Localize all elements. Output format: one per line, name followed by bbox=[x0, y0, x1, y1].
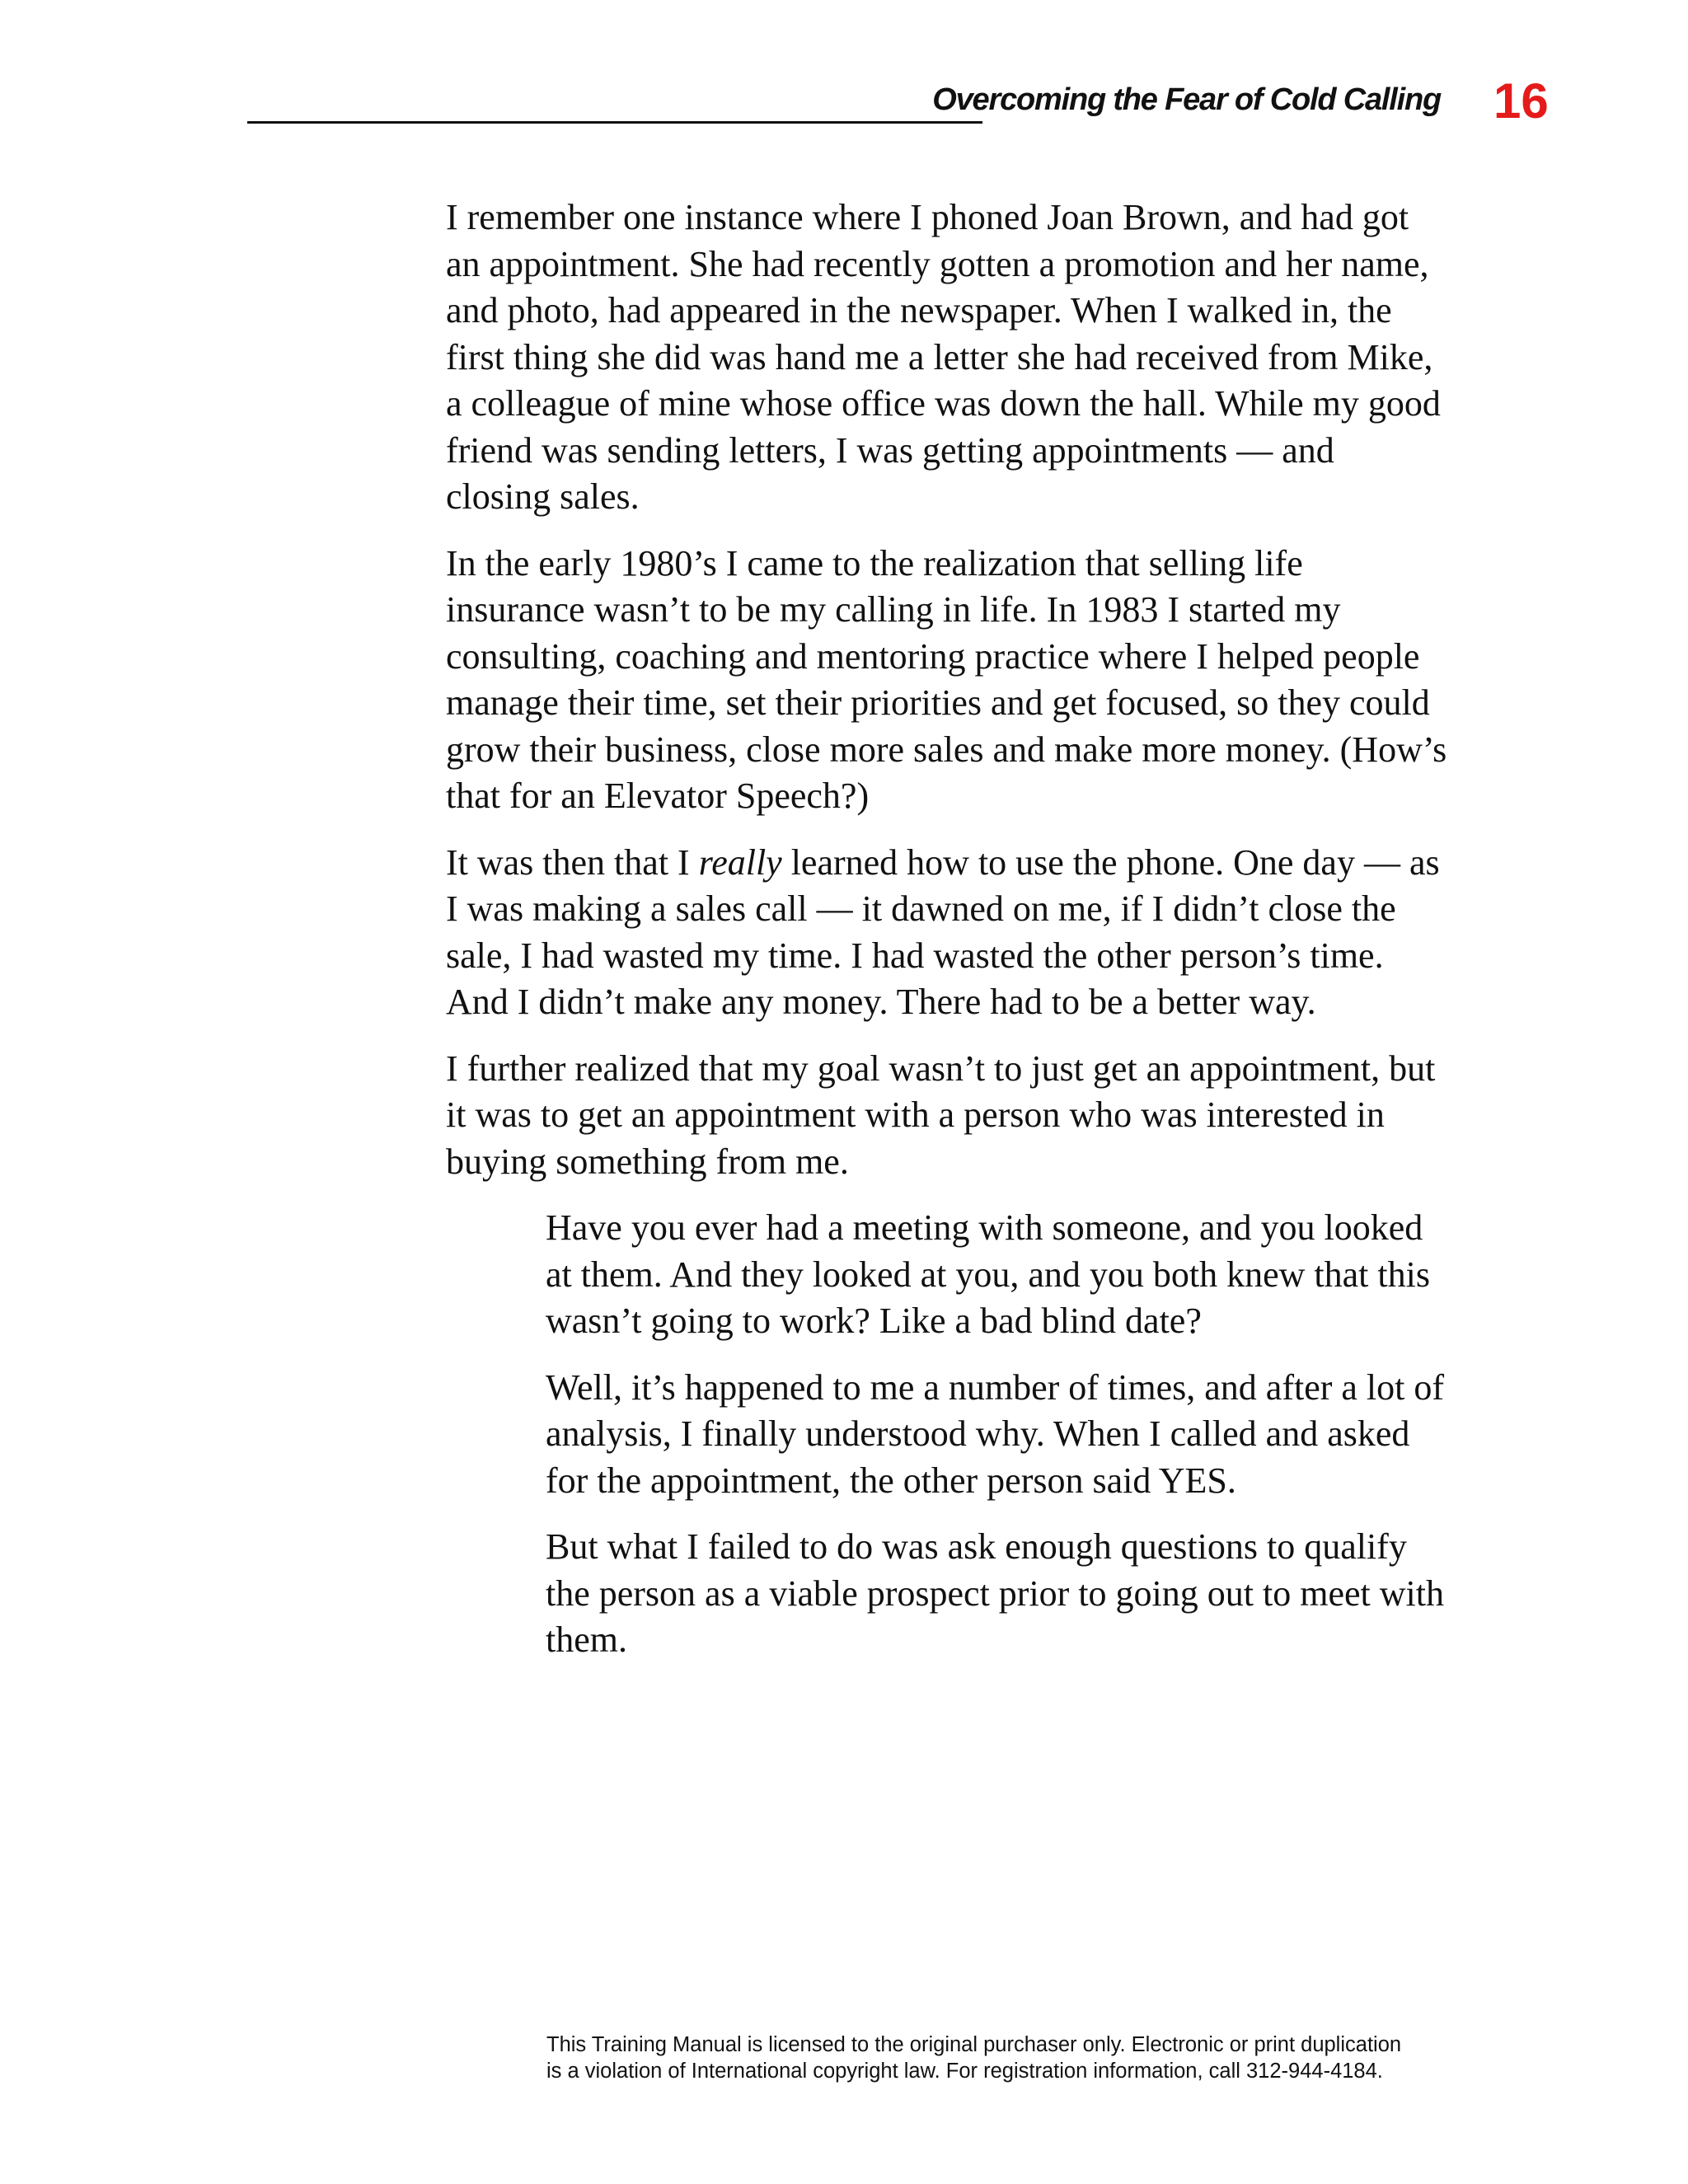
indented-paragraph-1: Have you ever had a meeting with someone, and you looked at them. And they looked at you, and you both knew that this wasn’t going to work? Like a bad blind date? bbox=[546, 1207, 1430, 1341]
paragraph-1: I remember one instance where I phoned Joan Brown, and had got an appointment. She had recently gotten a promotion and her name, and photo, had appeared in the newspaper. When I walked in, the first thing she did was hand me a letter she had received from Mike, a colleague of mine whose office was down the hall. While my good friend was sending letters, I was getting appointments — and closing sales. bbox=[446, 197, 1441, 517]
indented-paragraph-2: Well, it’s happened to me a number of times, and after a lot of analysis, I finally understood why. When I called and asked for the appointment, the other person said YES. bbox=[546, 1366, 1445, 1501]
paragraph-3-text-start: It was then that I bbox=[446, 841, 699, 883]
paragraph-3 bbox=[446, 840, 1447, 1026]
paragraph-3-text-end: learned how to use the phone. One day — as I was making a sales call — it dawned on me, if I didn’t close the sale, I had wasted my time. I had wasted the other person’s time. And I didn’t make any money. There had to be a better way. bbox=[446, 841, 1440, 1022]
copyright-footer bbox=[546, 2032, 1453, 2084]
header-rule bbox=[247, 121, 982, 124]
footer-line-2: is a violation of International copyright law. For registration information, call 312-944-4184. bbox=[546, 2060, 1383, 2083]
page-number: 16 bbox=[1493, 73, 1549, 129]
indented-paragraph-3: But what I failed to do was ask enough questions to qualify the person as a viable prospect prior to going out to meet with them. bbox=[546, 1526, 1444, 1660]
paragraph-4: I further realized that my goal wasn’t to just get an appointment, but it was to get an appointment with a person who was interested in buying something from me. bbox=[446, 1047, 1436, 1182]
running-header-title: Overcoming the Fear of Cold Calling bbox=[932, 82, 1441, 117]
paragraph-3-emphasis: really bbox=[698, 841, 782, 883]
footer-line-1: This Training Manual is licensed to the original purchaser only. Electronic or print duplication bbox=[546, 2033, 1402, 2056]
body-text bbox=[446, 194, 1447, 1684]
paragraph-2: In the early 1980’s I came to the realization that selling life insurance wasn’t to be my calling in life. In 1983 I started my consulting, coaching and mentoring practice where I helped people manage their time, set their priorities and get focused, so they could grow their business, close more sales and make more money. (How’s that for an Elevator Speech?) bbox=[446, 542, 1447, 816]
